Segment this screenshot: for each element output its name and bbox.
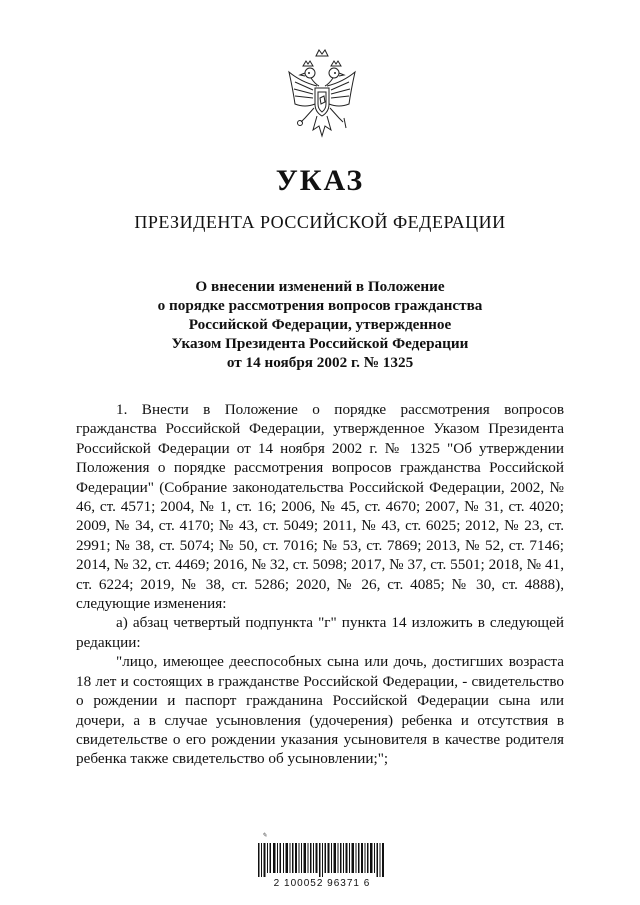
document-title: УКАЗ [275, 164, 365, 197]
barcode-number: 2 100052 96371 6 [273, 878, 371, 889]
subparagraph-a: а) абзац четвертый подпункта "г" пункта 14 изложить в следующей редакции: [76, 614, 564, 651]
heading-line: о порядке рассмотрения вопросов гражданства [157, 297, 483, 314]
coat-of-arms-emblem [283, 46, 361, 150]
heading-line: Указом Президента Российской Федерации [171, 335, 469, 352]
decree-body [76, 400, 564, 769]
decree-heading [100, 277, 540, 372]
heading-line: Российской Федерации, утвержденное [188, 316, 452, 333]
quoted-text: "лицо, имеющее дееспособных сына или дочь, достигших возраста 18 лет и состоящих в гражданстве Российской Федерации, - свидетельство о рождении и паспорт гражданина Российской Федерации сына или дочери, а в случае усыновления (удочерения) ребенка и отсутствия в свидетельстве о его рождении указания усыновителя в качестве родителя ребенка также свидетельство об усыновлении;"; [76, 653, 564, 768]
paragraph-1: 1. Внести в Положение о порядке рассмотрения вопросов гражданства Российской Федерации, утвержденное Указом Президента Российской Федерации от 14 ноября 2002 г. № 1325 "Об утверждении Положения о порядке рассмотрения вопросов гражданства Российской Федерации" (Собрание законодательства Российской Федерации, 2002, № 46, ст. 4571; 2004, № 1, ст. 16; 2006, № 45, ст. 4670; 2007, № 31, ст. 4020; 2009, № 34, ст. 4170; № 43, ст. 5049; 2011, № 43, ст. 6025; 2012, № 23, ст. 2991; № 38, ст. 5074; № 50, ст. 7016; № 53, ст. 7869; 2013, № 52, ст. 7146; 2014, № 32, ст. 4469; 2016, № 32, ст. 5098; 2017, № 37, ст. 5501; 2018, № 41, ст. 6224; 2019, № 38, ст. 5286; 2020, № 26, ст. 4085; № 30, ст. 4888), следующие изменения: [76, 401, 564, 613]
barcode-image [258, 843, 384, 877]
heading-line: О внесении изменений в Положение [195, 278, 445, 295]
stamp-mark: ✎ [262, 833, 268, 839]
heading-line: от 14 ноября 2002 г. № 1325 [226, 354, 414, 371]
document-subtitle: ПРЕЗИДЕНТА РОССИЙСКОЙ ФЕДЕРАЦИИ [134, 212, 506, 232]
